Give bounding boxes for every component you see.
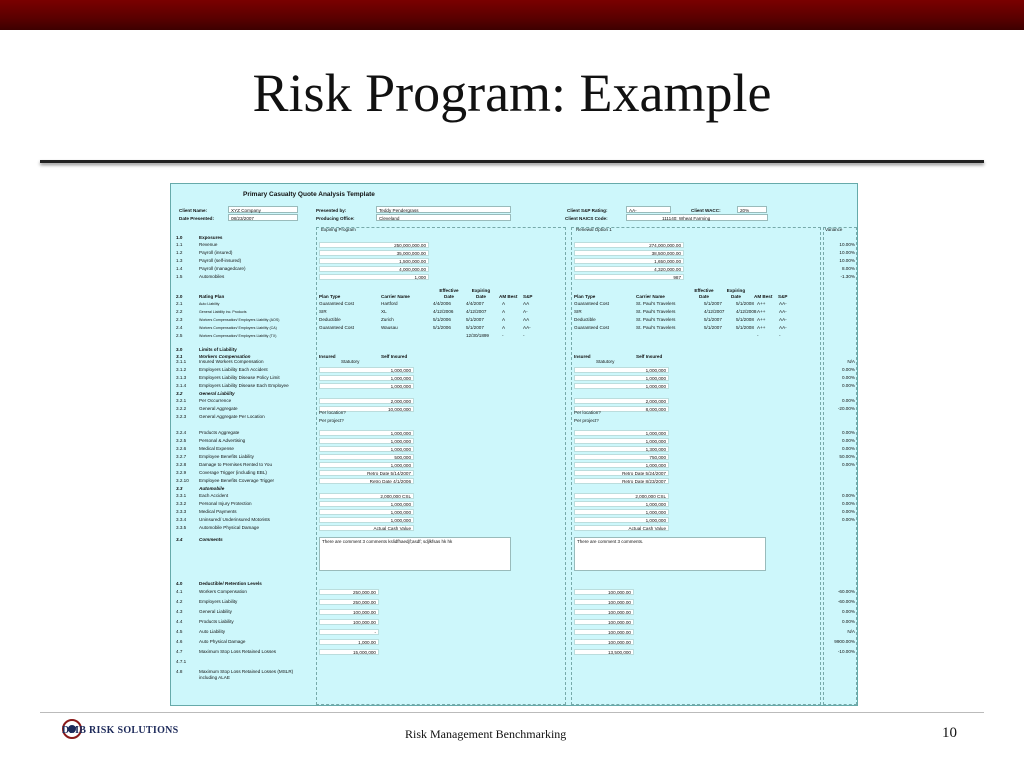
expiring-expiry: 12/30/1899 — [466, 333, 489, 338]
row-number: 3.3.2 — [176, 501, 187, 506]
row-label: Auto Liability — [199, 629, 226, 634]
row-number: 2.4 — [176, 325, 183, 330]
col-sp: S&P — [523, 294, 533, 299]
logo-text: DMB RISK SOLUTIONS — [62, 725, 179, 736]
expiring-carrier: XL — [381, 309, 387, 314]
variance-panel: Variance — [823, 227, 857, 705]
renewal-carrier: St. Paul's Travelers — [636, 301, 676, 306]
expiring-limit-cell[interactable]: 1,000,000 — [319, 438, 414, 444]
variance-value: 0.00% — [841, 398, 855, 403]
variance-value: -60.00% — [837, 589, 855, 594]
renewal-am-best: A++ — [757, 301, 766, 306]
section-number: 4.0 — [176, 581, 183, 586]
row-label: General Liability inc. Products — [199, 310, 247, 314]
sheet-title: Primary Casualty Quote Analysis Template — [243, 191, 375, 198]
renewal-am-best: A++ — [757, 317, 766, 322]
variance-value: 10.00% — [839, 242, 855, 247]
self-insured-label: Self Insured — [636, 354, 663, 359]
renewal-value-cell[interactable]: 38,500,000.00 — [574, 250, 684, 256]
expiring-program-panel: Expiring Program — [316, 227, 566, 705]
renewal-sp: AA- — [779, 325, 787, 330]
renewal-deductible-cell[interactable]: 100,000.00 — [574, 629, 634, 635]
renewal-value-cell[interactable]: 1,650,000.00 — [574, 258, 684, 264]
row-number: 3.2.7 — [176, 454, 187, 459]
renewal-effective: 5/1/2007 — [704, 301, 722, 306]
expiring-limit-cell[interactable]: 1,000,000 — [319, 383, 414, 389]
col-carrier-name: Carrier Name — [381, 294, 410, 299]
row-label: Workers Compensation/ Employers Liability (TX) — [199, 334, 277, 338]
row-label: Maximum Stop Loss Retained Losses — [199, 649, 277, 654]
row-label: Workers Compensation — [199, 589, 247, 594]
expiring-limit-cell[interactable]: 10,000,000 — [319, 406, 414, 412]
row-number: 4.3 — [176, 609, 183, 614]
section-limits: Limits of Liability — [199, 347, 237, 352]
row-number: 4.7 — [176, 649, 183, 654]
row-label: Medical Payments — [199, 509, 237, 514]
expiring-expiry: 5/1/2007 — [466, 317, 484, 322]
expiring-limit-cell[interactable]: 500,000 — [319, 454, 414, 460]
expiring-value-cell[interactable]: 35,000,000.00 — [319, 250, 429, 256]
quote-analysis-spreadsheet — [170, 183, 858, 706]
section-number: 3.0 — [176, 347, 183, 352]
row-label: Personal Injury Protection — [199, 501, 252, 506]
renewal-deductible-cell[interactable]: 100,000.00 — [574, 619, 634, 625]
renewal-limit-cell[interactable]: 1,000,000 — [574, 517, 669, 523]
row-label: Payroll (insured) — [199, 250, 233, 255]
row-label: Payroll (managedcare) — [199, 266, 246, 271]
presented-by-field[interactable]: Teddy Pendergrass — [376, 206, 511, 213]
renewal-limit-cell[interactable]: 1,000,000 — [574, 383, 669, 389]
row-label: Personal & Advertising — [199, 438, 246, 443]
col-effective-date: Effective Date — [694, 288, 714, 299]
row-number: 4.8 — [176, 669, 183, 674]
row-number: 3.2.9 — [176, 470, 187, 475]
insured-label: Insured — [574, 354, 591, 359]
renewal-am-best: - — [757, 333, 759, 338]
row-label: Workers Compensation/ Employers Liability (CA) — [199, 326, 277, 330]
renewal-am-best: A++ — [757, 309, 766, 314]
row-number: 3.3.1 — [176, 493, 187, 498]
row-label: Auto Physical Damage — [199, 639, 246, 644]
statutory-label: Statutory — [596, 359, 615, 364]
naics-field[interactable]: 111140: Wheat Farming — [626, 214, 768, 221]
per-location-label: Per location? — [574, 410, 601, 415]
row-number: 3.3.3 — [176, 509, 187, 514]
row-number: 2.3 — [176, 317, 183, 322]
row-number: 3.2.5 — [176, 438, 187, 443]
renewal-limit-cell[interactable]: 2,000,000 CSL — [574, 493, 669, 499]
insured-label: Insured — [319, 354, 336, 359]
row-label: Employers Liability Disease Policy Limit — [199, 375, 280, 380]
statutory-label: Statutory — [341, 359, 360, 364]
expiring-limit-cell[interactable]: 2,000,000 — [319, 398, 414, 404]
expiring-am-best: A — [502, 309, 506, 314]
row-label: Maximum Stop Loss Retained Losses (MSLR) including ALAE — [199, 669, 294, 680]
producing-office-field[interactable]: Cleveland — [376, 214, 511, 221]
presented-by-label: Presented by: — [316, 208, 347, 213]
row-label: General Liability — [199, 609, 232, 614]
row-number: 1.1 — [176, 242, 183, 247]
expiring-value-cell[interactable]: 1,000 — [319, 274, 429, 280]
renewal-limit-cell[interactable]: 8,000,000 — [574, 406, 669, 412]
renewal-limit-cell[interactable]: 1,000,000 — [574, 509, 669, 515]
row-number: 3.2.4 — [176, 430, 187, 435]
subsection-automobile: Automobile — [199, 486, 225, 491]
expiring-carrier: Wausau — [381, 325, 398, 330]
variance-value: 0.00% — [841, 609, 855, 614]
row-number: 3.4 — [176, 537, 183, 542]
row-label: Automobile Physical Damage — [199, 525, 260, 530]
expiring-value-cell[interactable]: 1,500,000.00 — [319, 258, 429, 264]
expiring-limit-cell[interactable]: 1,000,000 — [319, 375, 414, 381]
renewal-carrier: St. Paul's Travelers — [636, 325, 676, 330]
slide-title: Risk Program: Example — [252, 63, 772, 123]
row-number: 4.1 — [176, 589, 183, 594]
variance-value: 0.00% — [841, 501, 855, 506]
expiring-am-best: - — [502, 333, 504, 338]
variance-value: 50.00% — [839, 454, 855, 459]
expiring-expiry: 4/12/2007 — [466, 309, 487, 314]
section-rating-plan: Rating Plan — [199, 294, 225, 299]
variance-value: 0.00% — [841, 446, 855, 451]
producing-office-label: Producing Office: — [316, 216, 355, 221]
page-number: 10 — [942, 725, 957, 741]
title-divider — [40, 160, 984, 163]
expiring-sp: AA — [523, 317, 530, 322]
renewal-effective: 4/12/2007 — [704, 309, 725, 314]
variance-value: 0.00% — [841, 430, 855, 435]
per-location-label: Per location? — [319, 410, 346, 415]
renewal-comments-box[interactable]: There are comment 3 comments. — [574, 537, 766, 571]
row-number: 3.2.8 — [176, 462, 187, 467]
renewal-expiry: 5/1/2008 — [736, 317, 754, 322]
expiring-effective: 4/12/2006 — [433, 309, 454, 314]
variance-value: 8.00% — [841, 266, 855, 271]
row-number: 1.5 — [176, 274, 183, 279]
expiring-sp: - — [523, 333, 525, 338]
renewal-limit-cell[interactable]: 1,000,000 — [574, 438, 669, 444]
row-label: Products Aggregate — [199, 430, 240, 435]
variance-value: 9900.00% — [834, 639, 855, 644]
expiring-am-best: A — [502, 325, 506, 330]
renewal-limit-cell[interactable]: 1,000,000 — [574, 375, 669, 381]
variance-value: -10.00% — [837, 649, 855, 654]
col-am-best: AM Best — [754, 294, 773, 299]
row-number: 3.1.3 — [176, 375, 187, 380]
renewal-limit-cell[interactable]: Retro Date 5/24/2007 — [574, 470, 669, 476]
expiring-deductible-cell[interactable]: - — [319, 629, 379, 635]
expiring-value-cell[interactable]: 250,000,000.00 — [319, 242, 429, 248]
renewal-plan: Guaranteed Cost — [574, 325, 609, 330]
row-number: 3.1 — [176, 354, 183, 359]
col-carrier-name: Carrier Name — [636, 294, 665, 299]
expiring-plan: Guaranteed Cost — [319, 301, 354, 306]
expiring-limit-cell[interactable]: 1,000,000 — [319, 367, 414, 373]
section-deductibles: Deductible/ Retention Levels — [199, 581, 262, 586]
variance-value: 0.00% — [841, 619, 855, 624]
expiring-deductible-cell[interactable]: 100,000.00 — [319, 619, 379, 625]
variance-value: 0.00% — [841, 383, 855, 388]
client-name-field[interactable]: XYZ Company — [228, 206, 298, 213]
expiring-deductible-cell[interactable]: 250,000.00 — [319, 599, 379, 605]
footer-divider — [40, 712, 984, 713]
col-sp: S&P — [778, 294, 788, 299]
per-project-label: Per project? — [574, 418, 599, 423]
renewal-am-best: A++ — [757, 325, 766, 330]
variance-value: 0.00% — [841, 517, 855, 522]
row-label: General Aggregate Per Location — [199, 414, 265, 419]
renewal-value-cell[interactable]: 274,000,000.00 — [574, 242, 684, 248]
expiring-limit-cell[interactable]: 1,000,000 — [319, 462, 414, 468]
variance-value: 0.00% — [841, 493, 855, 498]
renewal-limit-cell[interactable]: Retro Date 8/23/2007 — [574, 478, 669, 484]
expiring-sp: A- — [523, 309, 528, 314]
variance-value: N/A — [847, 629, 855, 634]
expiring-effective: 4/4/2006 — [433, 301, 451, 306]
row-label: Payroll (self-insured) — [199, 258, 242, 263]
expiring-sp: AA — [523, 301, 530, 306]
expiring-deductible-cell[interactable]: 250,000.00 — [319, 589, 379, 595]
wacc-field[interactable]: 20% — [737, 206, 767, 213]
row-label: Insured Workers Compensation — [199, 359, 264, 364]
subsection-workers-comp: Workers Compensation — [199, 354, 251, 359]
renewal-expiry: 5/1/2008 — [736, 301, 754, 306]
row-label: Uninsured/ Underinsured Motorists — [199, 517, 270, 522]
renewal-value-cell[interactable]: 4,320,000.00 — [574, 266, 684, 272]
renewal-effective: 5/1/2007 — [704, 317, 722, 322]
expiring-plan: Deductible — [319, 317, 341, 322]
row-number: 3.3.4 — [176, 517, 187, 522]
renewal-effective: 5/1/2007 — [704, 325, 722, 330]
variance-value: 0.00% — [841, 438, 855, 443]
row-label: Employee Benefits Coverage Trigger — [199, 478, 275, 483]
variance-value: N/A — [847, 359, 855, 364]
row-number: 2.5 — [176, 333, 183, 338]
row-label: Coverage Trigger (including EBL) — [199, 470, 267, 475]
renewal-sp: AA- — [779, 309, 787, 314]
renewal-sp: AA- — [779, 301, 787, 306]
expiring-limit-cell[interactable]: 1,000,000 — [319, 446, 414, 452]
row-number: 4.5 — [176, 629, 183, 634]
expiring-value-cell[interactable]: 4,000,000.00 — [319, 266, 429, 272]
row-label: Each Accident — [199, 493, 229, 498]
expiring-plan: Guaranteed Cost — [319, 325, 354, 330]
expiring-effective: 5/1/2006 — [433, 325, 451, 330]
expiring-expiry: 5/1/2007 — [466, 325, 484, 330]
date-presented-label: Date Presented: — [179, 216, 214, 221]
subsection-comments: Comments — [199, 537, 223, 542]
renewal-limit-cell[interactable]: 2,000,000 — [574, 398, 669, 404]
expiring-plan: SIR — [319, 309, 327, 314]
section-number: 1.0 — [176, 235, 183, 240]
row-label: Products Liability — [199, 619, 234, 624]
renewal-limit-cell[interactable]: 750,000 — [574, 454, 669, 460]
renewal-deductible-cell[interactable]: 100,000.00 — [574, 609, 634, 615]
sp-rating-field[interactable]: AA- — [626, 206, 671, 213]
renewal-expiry: 5/1/2008 — [736, 325, 754, 330]
col-effective-date: Effective Date — [439, 288, 459, 299]
renewal-sp: AA- — [779, 317, 787, 322]
row-number: 4.7.1 — [176, 659, 187, 664]
col-plan-type: Plan Type — [574, 294, 596, 299]
col-expiring-date: Expiring Date — [726, 288, 746, 299]
renewal-deductible-cell[interactable]: 100,000.00 — [574, 599, 634, 605]
renewal-limit-cell[interactable]: 1,000,000 — [574, 430, 669, 436]
row-label: Employers Liability Disease Each Employee — [199, 383, 289, 388]
row-number: 3.2.3 — [176, 414, 187, 419]
variance-value: 0.00% — [841, 509, 855, 514]
row-number: 4.6 — [176, 639, 183, 644]
section-exposures: Exposures — [199, 235, 223, 240]
row-number: 3.1.1 — [176, 359, 187, 364]
row-label: Automobiles — [199, 274, 225, 279]
expiring-comments-box[interactable]: There are comment 3 comments kslidfhaedjf;asdf; sdjlkfsas hk hk — [319, 537, 511, 571]
naics-label: Client NAICS Code: — [565, 216, 608, 221]
row-number: 3.3.5 — [176, 525, 187, 530]
section-number: 2.0 — [176, 294, 183, 299]
row-number: 4.2 — [176, 599, 183, 604]
renewal-carrier: St. Paul's Travelers — [636, 317, 676, 322]
row-number: 2.1 — [176, 301, 183, 306]
date-presented-field[interactable]: 08/23/2007 — [228, 214, 298, 221]
expiring-limit-cell[interactable]: 1,000,000 — [319, 509, 414, 515]
renewal-value-cell[interactable]: 987 — [574, 274, 684, 280]
variance-value: 0.00% — [841, 367, 855, 372]
expiring-deductible-cell[interactable]: 100,000.00 — [319, 609, 379, 615]
renewal-limit-cell[interactable]: 1,000,000 — [574, 367, 669, 373]
expiring-limit-cell[interactable]: 2,000,000 CSL — [319, 493, 414, 499]
expiring-deductible-cell[interactable]: 1,000.00 — [319, 639, 379, 645]
variance-value: 0.00% — [841, 462, 855, 467]
wacc-label: Client WACC: — [691, 208, 721, 213]
col-am-best: AM Best — [499, 294, 518, 299]
row-number: 3.2.6 — [176, 446, 187, 451]
variance-value: 10.00% — [839, 258, 855, 263]
row-number: 1.3 — [176, 258, 183, 263]
renewal-limit-cell[interactable]: 1,000,000 — [574, 462, 669, 468]
row-number: 3.1.4 — [176, 383, 187, 388]
row-number: 1.2 — [176, 250, 183, 255]
row-label: General Aggregate — [199, 406, 238, 411]
expiring-expiry: 4/4/2007 — [466, 301, 484, 306]
renewal-plan: Deductible — [574, 317, 596, 322]
expiring-effective: 5/1/2006 — [433, 317, 451, 322]
expiring-am-best: A — [502, 301, 506, 306]
expiring-carrier: Zurich — [381, 317, 394, 322]
row-number: 3.3 — [176, 486, 183, 491]
expiring-deductible-cell[interactable]: 15,000,000 — [319, 649, 379, 655]
renewal-deductible-cell[interactable]: 100,000.00 — [574, 589, 634, 595]
expiring-limit-cell[interactable]: Actual Cash Value — [319, 525, 414, 531]
variance-value: -60.00% — [837, 599, 855, 604]
client-name-label: Client Name: — [179, 208, 208, 213]
row-label: Employers Liability Each Accident — [199, 367, 268, 372]
col-plan-type: Plan Type — [319, 294, 341, 299]
renewal-limit-cell[interactable]: 1,000,000 — [574, 501, 669, 507]
row-number: 3.2.10 — [176, 478, 189, 483]
slide-top-bar — [0, 0, 1024, 30]
renewal-limit-cell[interactable]: Actual Cash Value — [574, 525, 669, 531]
renewal-option-panel: Renewal Option 1 — [571, 227, 821, 705]
expiring-limit-cell[interactable]: 1,000,000 — [319, 430, 414, 436]
col-expiring-date: Expiring Date — [471, 288, 491, 299]
row-number: 3.2 — [176, 391, 183, 396]
self-insured-label: Self Insured — [381, 354, 408, 359]
row-label: Auto Liability — [199, 302, 220, 306]
row-number: 3.2.2 — [176, 406, 187, 411]
expiring-am-best: A — [502, 317, 506, 322]
variance-value: -20.00% — [837, 406, 855, 411]
row-label: Damage to Premises Rented to You — [199, 462, 273, 467]
expiring-limit-cell[interactable]: 1,000,000 — [319, 517, 414, 523]
expiring-sp: AA- — [523, 325, 531, 330]
renewal-limit-cell[interactable]: 1,300,000 — [574, 446, 669, 452]
row-number: 3.1.2 — [176, 367, 187, 372]
row-number: 1.4 — [176, 266, 183, 271]
variance-value: 0.00% — [841, 375, 855, 380]
variance-value: -1.30% — [840, 274, 855, 279]
row-label: Employers Liability — [199, 599, 238, 604]
footer-text: Risk Management Benchmarking — [405, 727, 567, 741]
renewal-carrier: St. Paul's Travelers — [636, 309, 676, 314]
row-number: 3.2.1 — [176, 398, 187, 403]
subsection-general-liability: General Liability — [199, 391, 235, 396]
expiring-limit-cell[interactable]: 1,000,000 — [319, 501, 414, 507]
renewal-plan: Guaranteed Cost — [574, 301, 609, 306]
renewal-plan: SIR — [574, 309, 582, 314]
renewal-expiry: 4/12/2008 — [736, 309, 757, 314]
row-label: Workers Compensation/ Employers Liability (AOS) — [199, 318, 280, 322]
row-label: Per Occurrence — [199, 398, 232, 403]
row-label: Revenue — [199, 242, 218, 247]
sp-rating-label: Client S&P Rating: — [567, 208, 608, 213]
per-project-label: Per project? — [319, 418, 344, 423]
row-label: Employee Benefits Liability — [199, 454, 254, 459]
row-number: 4.4 — [176, 619, 183, 624]
variance-value: 10.00% — [839, 250, 855, 255]
renewal-deductible-cell[interactable]: 100,000.00 — [574, 639, 634, 645]
row-number: 2.2 — [176, 309, 183, 314]
renewal-deductible-cell[interactable]: 13,500,000 — [574, 649, 634, 655]
expiring-carrier: Hartford — [381, 301, 398, 306]
expiring-limit-cell[interactable]: Retro Date 5/14/2007 — [319, 470, 414, 476]
expiring-limit-cell[interactable]: Retro Date 4/1/2006 — [319, 478, 414, 484]
renewal-sp: - — [779, 333, 781, 338]
row-label: Medical Expense — [199, 446, 234, 451]
